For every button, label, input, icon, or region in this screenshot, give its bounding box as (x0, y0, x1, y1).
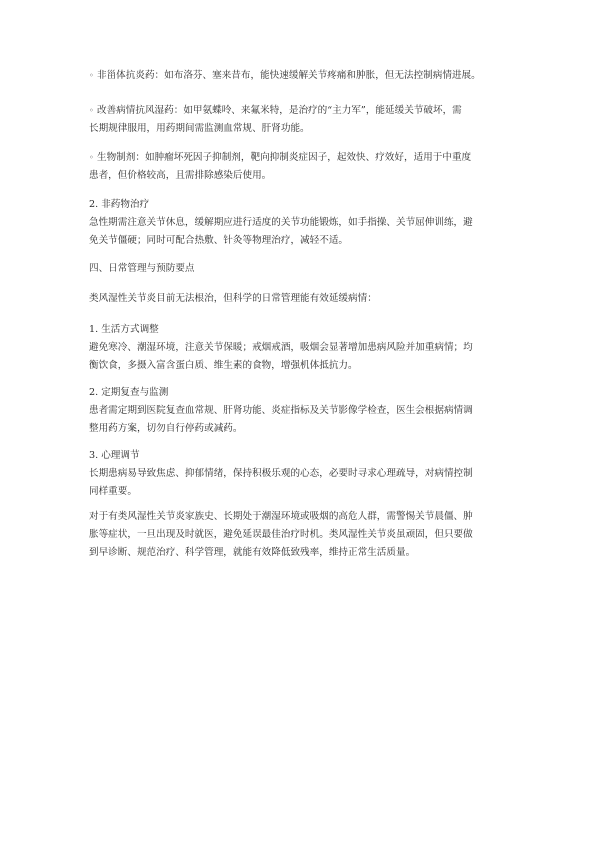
paragraph-line: 胀等症状，一旦出现及时就医，避免延误最佳治疗时机。类风湿性关节炎虽顽固，但只要做 (89, 529, 473, 540)
paragraph-line: 整用药方案，切勿自行停药或减药。 (89, 423, 243, 434)
item-heading: 1. 生活方式调整 (89, 324, 159, 335)
paragraph-line: 免关节僵硬；同时可配合热敷、针灸等物理治疗，减轻不适。 (89, 235, 349, 246)
item-psychology (89, 447, 519, 501)
bullet-text: 改善病情抗风湿药：如甲氨蝶呤、来氟米特，是治疗的“主力军”，能延缓关节破坏，需 (97, 105, 462, 116)
item-heading: 2. 定期复查与监测 (89, 387, 169, 398)
item-heading: 3. 心理调节 (89, 450, 140, 461)
bullet-text: 非甾体抗炎药：如布洛芬、塞来昔布，能快速缓解关节疼痛和肿胀，但无法控制病情进展。 (97, 70, 481, 81)
bullet-marker: ◦ (89, 153, 94, 162)
bullet-dmards (89, 102, 519, 138)
bullet-line (89, 149, 519, 167)
bullet-line: 长期规律服用，用药期间需监测血常规、肝肾功能。 (89, 123, 310, 134)
paragraph-line: 对于有类风湿性关节炎家族史、长期处于潮湿环境或吸烟的高危人群，需警惕关节晨僵、肿 (89, 511, 473, 522)
bullet-text: 生物制剂：如肿瘤坏死因子抑制剂，靶向抑制炎症因子，起效快、疗效好，适用于中重度 (97, 152, 472, 163)
bullet-line (89, 67, 519, 85)
nondrug-heading: 2. 非药物治疗 (89, 199, 150, 210)
section-4-title: 四、日常管理与预防要点 (89, 263, 195, 274)
paragraph-line: 患者需定期到医院复查血常规、肝肾功能、炎症指标及关节影像学检查，医生会根据病情调 (89, 405, 473, 416)
bullet-line (89, 102, 519, 120)
bullet-marker: ◦ (89, 71, 94, 80)
paragraph-line: 急性期需注意关节休息，缓解期应进行适度的关节功能锻炼，如手指操、关节屈伸训练，避 (89, 217, 473, 228)
item-lifestyle (89, 321, 519, 375)
paragraph-line: 到早诊断、规范治疗、科学管理，就能有效降低致残率，维持正常生活质量。 (89, 547, 416, 558)
bullet-biologics (89, 149, 519, 185)
bullet-marker: ◦ (89, 106, 94, 115)
paragraph-line: 衡饮食，多摄入富含蛋白质、维生素的食物，增强机体抵抗力。 (89, 360, 358, 371)
paragraph-line: 避免寒冷、潮湿环境，注意关节保暖；戒烟戒酒，吸烟会显著增加患病风险并加重病情；均 (89, 342, 473, 353)
item-checkup (89, 384, 519, 438)
bullet-line: 患者，但价格较高，且需排除感染后使用。 (89, 170, 272, 181)
conclusion-paragraph (89, 508, 519, 562)
bullet-nsaids (89, 67, 519, 85)
nondrug-section (89, 196, 519, 250)
intro-paragraph: 类风湿性关节炎目前无法根治，但科学的日常管理能有效延缓病情： (89, 293, 377, 304)
paragraph-line: 长期患病易导致焦虑、抑郁情绪，保持积极乐观的心态，必要时寻求心理疏导，对病情控制 (89, 468, 473, 479)
paragraph-line: 同样重要。 (89, 486, 137, 497)
